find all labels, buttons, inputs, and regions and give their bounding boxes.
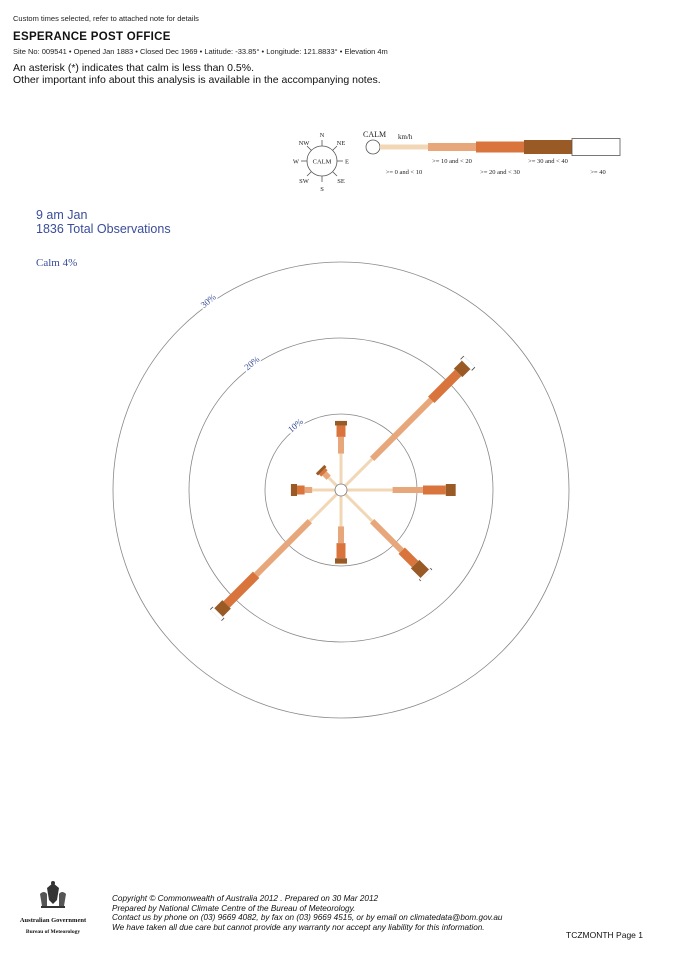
page-label: TCZMONTH Page 1 [566,930,643,940]
arm-nw [320,469,337,486]
ring-label-10: 10% [285,416,306,435]
legend-band-1-label: >= 10 and < 20 [432,158,472,165]
legend-band-0-label: >= 0 and < 10 [385,169,423,176]
compass-ne-label: NE [336,140,346,147]
logo-bureau-text: Bureau of Meteorology [25,929,81,935]
compass-w-label: W [292,158,300,166]
arm-nw-band-3 [320,469,322,471]
compass-center-label: CALM [312,158,332,166]
legend-band-3-bar [524,140,572,154]
wind-rose-chart [0,250,675,730]
calm-note-line-1: An asterisk (*) indicates that calm is less than 0.5%. [13,62,255,74]
footer-disclaimer: We have taken all due care but cannot provide any warranty nor accept any liability for this information. [112,922,485,932]
chart-period: 9 am Jan [36,208,88,222]
calm-percentage: Calm 4% [36,257,78,269]
chart-subtitle [36,208,171,236]
legend-band-4-label: >= 40 [590,169,606,176]
wind-rose-ring-labels [199,291,306,434]
arm-se [345,494,426,575]
ring-label-20: 20% [242,354,262,373]
compass-se-label: SE [337,178,345,185]
wind-rose-calm-circle [335,484,347,496]
custom-times-notice: Custom times selected, refer to attached note for details [13,14,199,23]
speed-legend [358,128,628,180]
arm-se-band-2 [402,551,415,564]
compass-key [285,128,365,200]
legend-band-4-bar [572,139,620,156]
footer-copyright: Copyright © Commonwealth of Australia 2012 . Prepared on 30 Mar 2012 [112,894,379,903]
coat-of-arms-icon [36,880,70,910]
arm-sw-band-3 [219,604,227,612]
arm-sw-band-1 [256,521,310,575]
legend-unit-label: km/h [398,133,413,141]
arm-se-band-3 [415,564,425,574]
legend-calm-circle [366,140,380,154]
logo-government-text: Australian Government [19,917,87,924]
arm-ne-band-2 [431,373,458,400]
arm-sw-band-2 [227,575,257,605]
footer-prepared: Prepared by National Climate Centre of the Bureau of Meteorology. [112,903,356,913]
compass-n-label: N [319,132,325,139]
arm-ne-band-1 [372,400,431,459]
compass-nw-label: NW [298,140,310,147]
compass-sw-label: SW [299,178,309,185]
arm-ne-band-4 [466,362,469,365]
footer-text [112,894,503,932]
arm-ne [345,362,469,486]
arm-sw-band-0 [310,494,337,521]
arm-se-band-4 [425,574,427,576]
arm-nw-band-2 [322,471,324,473]
footer-contact: Contact us by phone on (03) 9669 4082, by fax on (03) 9669 4515, or by email on climatedata@bom.gov.au [112,913,503,923]
legend-band-2-bar [476,142,524,153]
arm-sw-band-4 [216,612,219,615]
legend-bars [380,139,620,156]
legend-band-2-label: >= 20 and < 30 [480,169,520,176]
arm-sw [216,494,337,615]
arm-se-band-0 [345,494,372,521]
arm-ne-band-0 [345,459,372,486]
calm-note-line-2: Other important info about this analysis is available in the accompanying notes. [13,74,381,86]
compass-s-label: S [320,186,324,193]
legend-band-1-bar [428,143,476,151]
arm-nw-band-0 [329,478,337,486]
station-title: ESPERANCE POST OFFICE [13,31,171,43]
chart-observations: 1836 Total Observations [36,222,171,236]
calm-note [13,62,381,86]
legend-calm-label: CALM [363,130,387,139]
arm-ne-band-3 [458,365,466,373]
arm-nw-band-1 [324,473,328,477]
bom-logo [12,880,94,935]
ring-label-30: 30% [198,291,218,311]
legend-band-0-bar [380,145,428,150]
station-details: Site No: 009541 • Opened Jan 1883 • Closed Dec 1969 • Latitude: -33.85° • Longitude: 121.8833° • Elevation 4m [13,47,388,56]
legend-band-3-label: >= 30 and < 40 [528,158,568,165]
arm-se-band-1 [372,521,402,551]
compass-e-label: E [345,158,349,166]
